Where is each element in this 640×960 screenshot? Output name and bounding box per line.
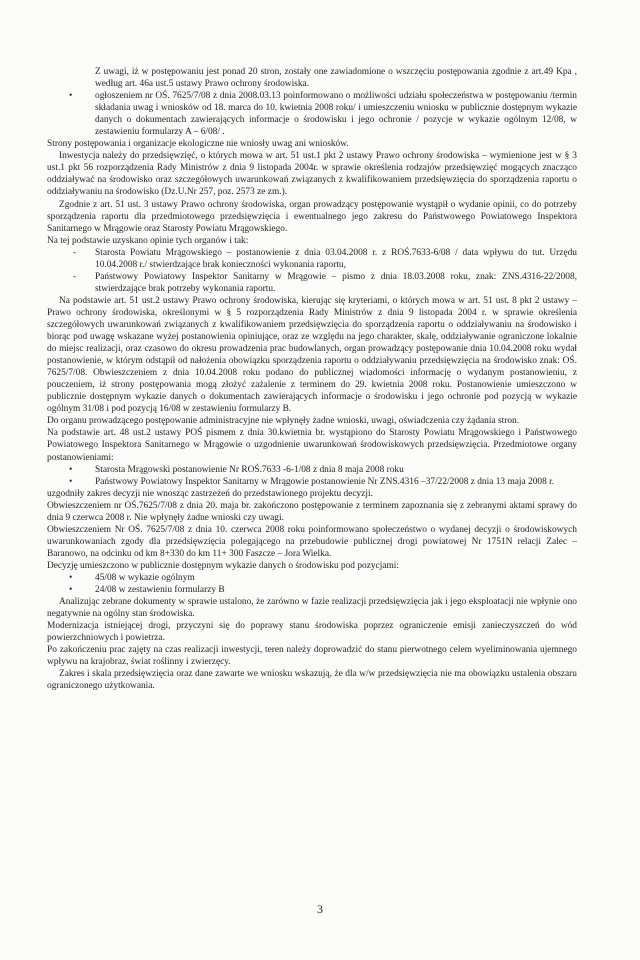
- document-body: [47, 66, 577, 692]
- list-item-text: 45/08 w wykazie ogólnym: [95, 572, 195, 583]
- list-item-text: Starosta Mrągowski postanowienie Nr ROŚ.7633 -6-1/08 z dnia 8 maja 2008 roku: [95, 464, 404, 475]
- paragraph-obwieszczenie-1: Obwieszczeniem nr OŚ.7625/7/08 z dnia 20. maja br. zakończono postępowanie z terminem zapoznania się z zebranymi aktami sprawy do dnia 9 czerwca 2008 r. Nie wpłynęły żadne wnioski czy uwagi.: [47, 500, 577, 523]
- paragraph-inwestycja: Inwestycja należy do przedsięwzięć, o których mowa w art. 51 ust.1 pkt 2 ustawy Prawo ochrony środowiska – wymienione jest w § 3 ust.1 pkt 56 rozporządzenia Rady Ministrów z dnia 9 listopada 2004r. w sprawie określenia rodzajów przedsięwzięć mogących znacząco oddziaływać na środowisko oraz szczegółowych uwarunkowań związanych z kwalifikowaniem przedsięwzięcia do sporządzenia raportu o oddziaływaniu na środowisko (Dz.U.Nr 257, poz. 2573 ze zm.).: [47, 151, 577, 198]
- paragraph-do-organu: Do organu prowadzącego postępowanie administracyjne nie wpłynęły żadne wnioski, uwagi, oświadczenia czy żądania stron.: [47, 416, 520, 427]
- list-item-text: 24/08 w zestawieniu formularzy B: [95, 585, 225, 596]
- paragraph-art48: Na podstawie art. 48 ust.2 ustawy POŚ pismem z dnia 30.kwietnia br. wystąpiono do Starosty Powiatu Mrągowskiego i Państwowego Powiatowego Inspektora Sanitarnego w Mrągowie o uzgodnienie uwarunkowań środowiskowych przedsięwzięcia. Przedmiotowe organy postanowieniami:: [47, 428, 577, 463]
- intro-bullet-list: [47, 90, 577, 138]
- paragraph-zgodnie: Zgodnie z art. 51 ust. 3 ustawy Prawo ochrony środowiska, organ prowadzący postępowanie wystąpił o wydanie opinii, co do potrzeby sporządzenia raportu dla przedmiotowego przedsięwzięcia i ewentualnego jego zakresu do Państwowego Powiatowego Inspektora Sanitarnego w Mrągowie oraz Starosty Powiatu Mrągowskiego.: [47, 199, 577, 234]
- positions-list: [47, 572, 577, 596]
- list-item: [47, 584, 577, 596]
- paragraph-analizujac: Analizując zebrane dokumenty w sprawie ustalono, że zarówno w fazie realizacji przedsięwzięcia jak i jego eksploatacji nie wpłynie ono negatywnie na ogólny stan środowiska.: [47, 597, 577, 620]
- intro-paragraph: Z uwagi, iż w postępowaniu jest ponad 20 stron, zostały one zawiadomione o wszczęciu postępowania zgodnie z art.49 Kpa , według art. 46a ust.5 ustawy Prawo ochrony środowiska.: [95, 67, 577, 90]
- paragraph-obwieszczenie-2: Obwieszczeniem Nr OŚ. 7625/7/08 z dnia 10. czerwca 2008 roku poinformowano społeczeństwo o wydanej decyzji o środowiskowych uwarunkowaniach zgody dla przedsięwzięcia polegającego na przebudowie publicznej drogi powiatowej Nr 1751N relacji Zalec – Baranowo, na odcinku od km 8+330 do km 11+ 300 Faszcze – Jora Wielka.: [47, 524, 577, 559]
- page-number: 3: [317, 902, 323, 916]
- paragraph-modernizacja: Modernizacja istniejącej drogi, przyczyni się do poprawy stanu środowiska poprzez ograniczenie emisji zanieczyszczeń do wód powierzchniowych i powietrza.: [47, 621, 577, 644]
- list-item: [47, 247, 577, 271]
- list-item: [47, 476, 577, 488]
- list-item-text: Państwowy Powiatowy Inspektor Sanitarny w Mrągowie – pismo z dnia 18.03.2008 roku, znak: ZNS.4316-22/2008, stwierdzające brak potrzeby wykonania raportu.: [95, 271, 577, 294]
- paragraph-na-tej-podstawie: Na tej podstawie uzyskano opinie tych organów i tak:: [47, 235, 249, 246]
- paragraph-zakres: Zakres i skala przedsięwzięcia oraz dane zawarte we wniosku wskazują, że dla w/w przedsięwzięcia nie ma obowiązku ustalenia obszaru ograniczonego użytkowania.: [47, 669, 577, 692]
- bullet-icon: [69, 584, 72, 596]
- list-item: [47, 271, 577, 295]
- list-item: [47, 572, 577, 584]
- list-item: [47, 90, 577, 138]
- list-item-text: Państwowy Powiatowy Inspektor Sanitarny w Mrągowie postanowienie Nr ZNS.4316 –37/22/2008 z dnia 13 maja 2008 r.: [95, 476, 555, 487]
- resolutions-list: [47, 464, 577, 488]
- dash-icon: [73, 271, 76, 283]
- paragraph-decyzje: Decyzję umieszczono w publicznie dostępnym wykazie danych o środowisku pod pozycjami:: [47, 560, 399, 571]
- opinions-list: [47, 247, 577, 295]
- list-item: [47, 464, 577, 476]
- bullet-icon: [69, 464, 72, 476]
- dash-icon: [73, 247, 76, 259]
- paragraph-art51: Na podstawie art. 51 ust.2 ustawy Prawo ochrony środowiska, kierując się kryteriami, o których mowa w art. 51 ust. 8 pkt 2 ustawy – Prawo ochrony środowiska, określonymi w § 5 rozporządzenia Rady Ministrów z dnia 9 listopada 2004 r. w sprawie określenia szczegółowych uwarunkowań związanych z kwalifikowaniem przedsięwzięcia do sporządzenia raportu o oddziaływaniu na środowisko i biorąc pod uwagę wskazane wyżej postanowienia opiniujące, oraz ze względu na jego charakter, skalę, oddziaływanie ograniczone lokalnie do miejsc realizacji, oraz czasowo do okresu prowadzenia prac budowlanych, organ prowadzący postępowanie dnia 10.04.2008 roku wydał postanowienie, w którym odstąpił od nałożenia obowiązku sporządzenia raportu o oddziaływaniu przedsięwzięcia na środowisko znak: OŚ. 7625/7/08. Obwieszczeniem z dnia 10.04.2008 roku podano do publicznej wiadomości informację o wydanym postanowieniu, z pouczeniem, iż strony postępowania mogą złożyć zażalenie z terminem do 29. kwietnia 2008 roku. Postanowienie umieszczono w publicznie dostępnym wykazie danych o dokumentach zawierających informacje o środowisku i jego ochronie pod pozycją w wykazie ogólnym 31/08 i pod pozycją 16/08 w zestawieniu formularzy B.: [47, 295, 577, 415]
- paragraph-uzgodnily: uzgodniły zakres decyzji nie wnosząc zastrzeżeń do przedstawionego projektu decyzji.: [47, 488, 373, 499]
- list-item-text: ogłoszeniem nr OŚ. 7625/7/08 z dnia 2008.03.13 poinformowano o możliwości udziału społeczeństwa w postępowaniu /termin składania uwag i wniosków od 18. marca do 10. kwietnia 2008 roku/ i umieszczeniu wniosku w publicznie dostępnym wykazie danych o dokumentach zawierających informacje o środowisku i jego ochronie / pozycje w wykazie ogólnym 12/08, w zestawieniu formularzy A – 6/08/ .: [95, 91, 577, 138]
- bullet-icon: [69, 90, 72, 102]
- bullet-icon: [69, 476, 72, 488]
- paragraph-strony: Strony postępowania i organizacje ekologiczne nie wniosły uwag ani wniosków.: [47, 139, 349, 150]
- list-item-text: Starosta Powiatu Mrągowskiego – postanowienie z dnia 03.04.2008 r. z ROŚ.7633-6/08 / data wpływu do tut. Urzędu 10.04.2008 r./ stwierdzające brak konieczności wykonania raportu,: [95, 247, 577, 270]
- bullet-icon: [69, 572, 72, 584]
- paragraph-po-zakonczeniu: Po zakończeniu prac zajęty na czas realizacji inwestycji, teren należy doprowadzić do stanu pierwotnego celem wyeliminowania ujemnego wpływu na krajobraz, świat roślinny i zwierzęcy.: [47, 645, 577, 668]
